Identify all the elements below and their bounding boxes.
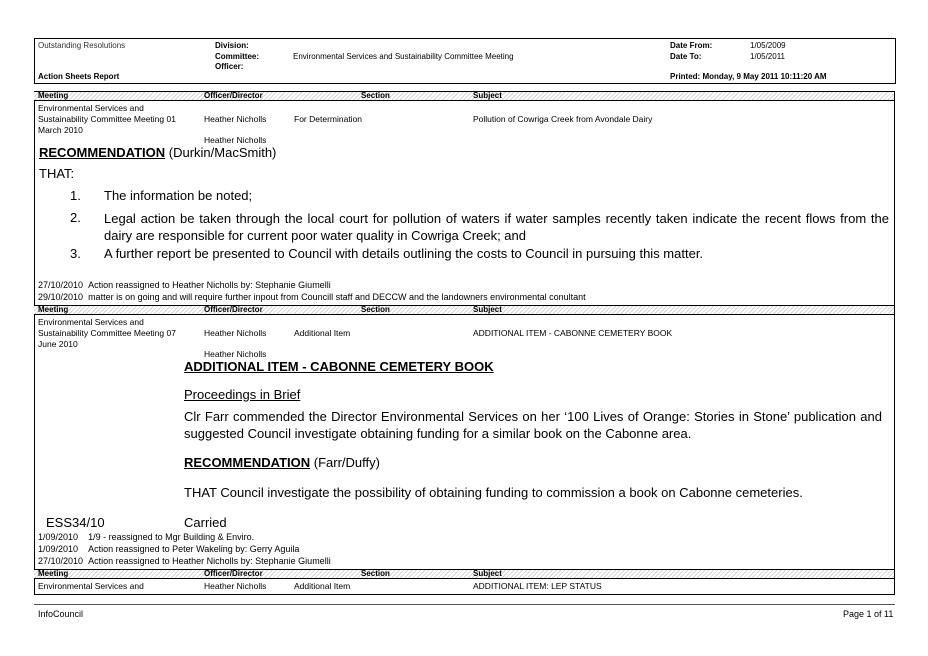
proceedings-text: Clr Farr commended the Director Environmental Services on her ‘100 Lives of Orange: Stories in Stone’ publication and suggested Council investigate obtaining funding for a similar book on the Cabonne area. [184,409,882,441]
resolution-number: ESS34/10 [46,515,105,530]
col-officer: Officer/Director [204,91,263,100]
date-from-value: 1/05/2009 [750,41,786,50]
note-text: Action reassigned to Heather Nicholls by: Stephanie Giumelli [88,556,331,566]
recommendation-text: THAT Council investigate the possibility of obtaining funding to commission a book on Cabonne cemeteries. [184,485,803,500]
point-number: 1. [70,188,81,203]
item3-officer: Heather Nicholls [204,581,267,591]
col-subject: Subject [473,91,502,100]
meeting-line: Sustainability Committee Meeting 07 [38,328,176,338]
resolution-status: Carried [184,515,227,530]
committee-value: Environmental Services and Sustainability Committee Meeting [293,52,514,61]
point-text: The information be noted; [104,188,253,203]
item2-recommendation [184,455,380,470]
action-note [38,544,299,554]
note-text: matter is on going and will require further inpout from Councill staff and DECCW and the landowners environmental conultant [88,292,586,302]
meeting-line: Environmental Services and [38,103,144,113]
item1-recommendation [39,145,276,160]
action-note [38,556,331,566]
printed-line [670,72,827,81]
footer-page: Page 1 of 11 [843,609,894,619]
date-to-value: 1/05/2011 [750,52,785,61]
report-type: Outstanding Resolutions [38,41,126,50]
item2-subject: ADDITIONAL ITEM - CABONNE CEMETERY BOOK [473,328,673,338]
column-header-band [34,305,894,315]
col-section: Section [361,91,390,100]
item1-section: For Determination [294,114,363,124]
item1-officer2: Heather Nicholls [204,135,267,145]
date-from-label: Date From: [670,41,713,50]
footer-system: InfoCouncil [38,609,84,619]
note-date: 1/09/2010 [38,532,79,542]
note-date: 27/10/2010 [38,556,84,566]
committee-label: Committee: [215,52,260,61]
column-header-band [34,91,894,101]
footer-rule [34,604,895,605]
note-date: 1/09/2010 [38,544,79,554]
frame-bottom [34,594,895,595]
item3-section: Additional Item [294,581,351,591]
proceedings-label: Proceedings in Brief [184,387,301,402]
note-text: Action reassigned to Heather Nicholls by: Stephanie Giumelli [88,280,331,290]
col-subject: Subject [473,305,502,314]
action-note [38,532,254,542]
point-number: 3. [70,246,81,261]
point-text: A further report be presented to Council with details outlining the costs to Council in pursuing this matter. [104,246,704,261]
item1-subject: Pollution of Cowriga Creek from Avondale Dairy [473,114,653,124]
printed-value: Monday, 9 May 2011 10:11:20 AM [702,72,827,81]
note-text: 1/9 - reassigned to Mgr Building & Enviro. [88,532,255,542]
col-section: Section [361,305,390,314]
point-text: Legal action be taken through the local court for pollution of waters if water samples recently taken indicate the recent flows from the dairy are responsible for current poor water quality in Cowriga Creek; and [104,211,889,243]
printed-label: Printed: [670,72,701,81]
division-label: Division: [215,41,249,50]
meeting-line: Sustainability Committee Meeting 01 [38,114,176,124]
note-text: Action reassigned to Peter Wakeling by: Gerry Aguila [88,544,300,554]
col-meeting: Meeting [38,91,69,100]
col-officer: Officer/Director [204,305,263,314]
column-header-band [34,569,894,579]
item2-officer2: Heather Nicholls [204,349,267,359]
frame-left [34,91,35,594]
point-number: 2. [70,210,81,225]
frame-right [894,91,895,594]
recommendation-label: RECOMMENDATION [39,145,166,160]
item2-meeting [38,317,176,350]
item1-officer: Heather Nicholls [204,114,267,124]
report-name: Action Sheets Report [38,72,120,81]
action-note [38,280,331,290]
col-meeting: Meeting [38,569,69,578]
meeting-line: March 2010 [38,125,83,135]
col-subject: Subject [473,569,502,578]
col-section: Section [361,569,390,578]
item1-meeting [38,103,176,136]
recommendation-movers: (Durkin/MacSmith) [168,145,277,160]
recommendation-movers: (Farr/Duffy) [313,455,380,470]
recommendation-label: RECOMMENDATION [184,455,311,470]
meeting-line: Environmental Services and [38,317,144,327]
note-date: 27/10/2010 [38,280,84,290]
item2-heading: ADDITIONAL ITEM - CABONNE CEMETERY BOOK [184,359,494,374]
col-officer: Officer/Director [204,569,263,578]
action-note [38,292,586,302]
item3-subject: ADDITIONAL ITEM: LEP STATUS [473,581,602,591]
col-meeting: Meeting [38,305,69,314]
item1-that: THAT: [39,166,75,181]
item2-section: Additional Item [294,328,351,338]
meeting-line: June 2010 [38,339,78,349]
date-to-label: Date To: [670,52,702,61]
note-date: 29/10/2010 [38,292,84,302]
officer-label: Officer: [215,62,244,71]
item2-officer: Heather Nicholls [204,328,267,338]
item3-meeting: Environmental Services and [38,581,144,591]
